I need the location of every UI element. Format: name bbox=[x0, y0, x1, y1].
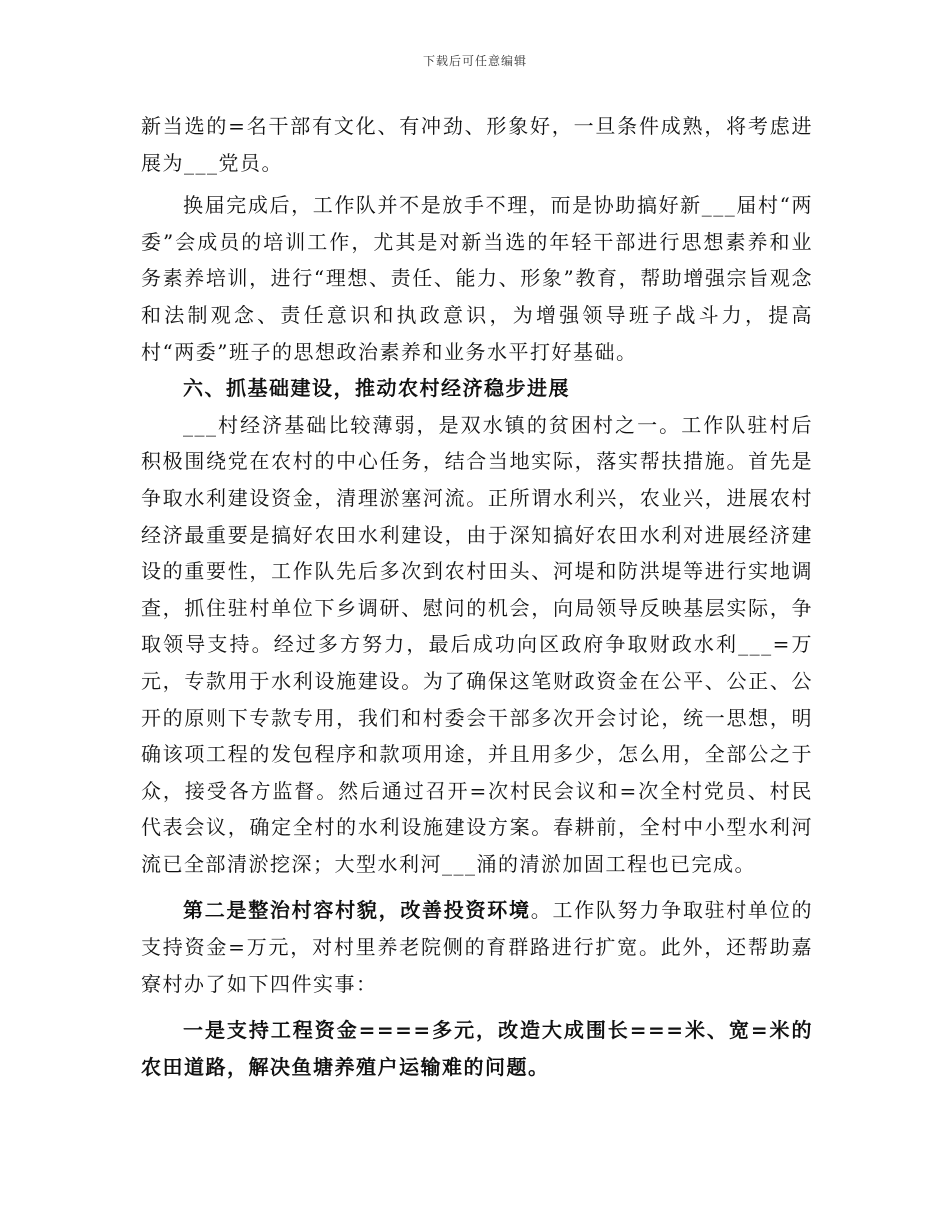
paragraph-4-lead: 第二是整治村容村貌，改善投资环境 bbox=[183, 898, 531, 923]
paragraph-3: ___村经济基础比较薄弱，是双水镇的贫困村之一。工作队驻村后积极围绕党在农村的中心任务，结合当地实际，落实帮扶措施。首先是争取水利建设资金，清理淤塞河流。正所谓水利兴，农业兴，进展农村经济最重要是搞好农田水利建设，由于深知搞好农田水利对进展经济建设的重要性，工作队先后多次到农村田头、河堤和防洪堤等进行实地调查，抓住驻村单位下乡调研、慰问的机会，向局领导反映基层实际，争取领导支持。经过多方努力，最后成功向区政府争取财政水利___=万元，专款用于水利设施建设。为了确保这笔财政资金在公平、公正、公开的原则下专款专用，我们和村委会干部多次开会讨论，统一思想，明确该项工程的发包程序和款项用途，并且用多少，怎么用，全部公之于众，接受各方监督。然后通过召开=次村民会议和=次全村党员、村民代表会议，确定全村的水利设施建设方案。春耕前，全村中小型水利河流已全部清淤挖深；大型水利河___涌的清淤加固工程也已完成。 bbox=[141, 412, 813, 876]
paragraph-2: 换届完成后，工作队并不是放手不理，而是协助搞好新___届村“两委”会成员的培训工作，尤其是对新当选的年轻干部进行思想素养和业务素养培训，进行“理想、责任、能力、形象”教育，帮助增强宗旨观念和法制观念、责任意识和执政意识，为增强领导班子战斗力，提高村“两委”班子的思想政治素养和业务水平打好基础。 bbox=[141, 193, 813, 364]
paragraph-4-text: 。工作队努力争取驻村单位的支持资金=万元，对村里养老院侧的育群路进行扩宽。此外，还帮助嘉寮村办了如下四件实事： bbox=[141, 898, 814, 996]
document-body bbox=[141, 108, 813, 1085]
paragraph-5: 一是支持工程资金====多元，改造大成围长===米、宽=米的农田道路，解决鱼塘养殖户运输难的问题。 bbox=[141, 1018, 813, 1079]
paragraph-4 bbox=[141, 892, 813, 1002]
paragraph-1: 新当选的=名干部有文化、有冲劲、形象好，一旦条件成熟，将考虑进展为___党员。 bbox=[141, 114, 813, 175]
page-header: 下载后可任意编辑 bbox=[422, 54, 527, 68]
section-heading-6: 六、抓基础建设，推动农村经济稳步进展 bbox=[183, 376, 570, 401]
